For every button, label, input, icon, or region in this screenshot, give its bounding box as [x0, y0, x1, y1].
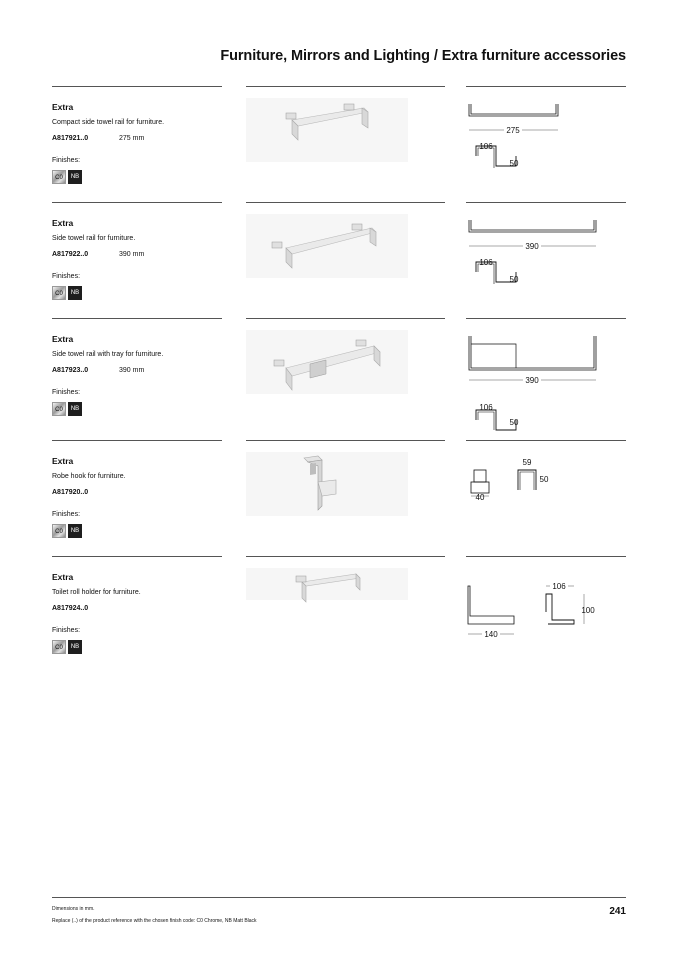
dim-width: 390	[525, 376, 539, 385]
dim-height: 50	[509, 275, 519, 284]
dim-height: 50	[539, 475, 549, 484]
footer-finish-note: Replace (..) of the product reference with the chosen finish code: C0 Chrome, NB Matt Black	[52, 918, 257, 924]
product-description: Robe hook for furniture.	[52, 473, 126, 480]
dimension-drawing	[466, 326, 626, 434]
dim-width: 140	[484, 630, 498, 639]
dim-width: 40	[475, 493, 485, 502]
page-number: 241	[609, 906, 626, 917]
product-photo	[246, 330, 408, 394]
finish-swatch-chrome: C0	[52, 286, 66, 300]
finish-swatch-matt-black: NB	[68, 286, 82, 300]
product-description: Toilet roll holder for furniture.	[52, 589, 141, 596]
product-reference: A817921..0	[52, 135, 89, 142]
finishes-label: Finishes:	[52, 627, 81, 634]
dim-depth: 106	[479, 258, 493, 267]
finish-swatch-matt-black: NB	[68, 402, 82, 416]
dim-depth: 106	[479, 403, 493, 412]
product-size: 275 mm	[119, 135, 145, 142]
dimension-drawing	[466, 564, 626, 672]
dim-height: 100	[581, 606, 595, 615]
product-reference: A817923..0	[52, 367, 89, 374]
product-name: Extra	[52, 334, 74, 344]
footer-dimensions-note: Dimensions in mm.	[52, 906, 95, 912]
dim-width: 390	[525, 242, 539, 251]
dim-depth: 106	[479, 142, 493, 151]
product-description: Side towel rail with tray for furniture.	[52, 351, 164, 358]
finish-swatch-chrome: C0	[52, 402, 66, 416]
dim-depth: 59	[522, 458, 532, 467]
product-name: Extra	[52, 572, 74, 582]
finishes-label: Finishes:	[52, 511, 81, 518]
dim-depth: 106	[552, 582, 566, 591]
product-description: Compact side towel rail for furniture.	[52, 119, 165, 126]
page-title: Furniture, Mirrors and Lighting / Extra furniture accessories	[220, 48, 626, 64]
product-photo	[246, 568, 408, 632]
dimension-drawing	[466, 448, 626, 556]
product-photo	[246, 98, 408, 162]
product-row	[0, 202, 677, 318]
dim-height: 50	[509, 159, 519, 168]
finish-swatch-chrome: C0	[52, 640, 66, 654]
dimension-drawing	[466, 210, 626, 318]
dimension-drawing	[466, 94, 626, 202]
finish-swatch-chrome: C0	[52, 170, 66, 184]
product-row	[0, 86, 677, 202]
product-reference: A817924..0	[52, 605, 89, 612]
product-photo	[246, 452, 408, 516]
product-row	[0, 318, 677, 434]
finishes-label: Finishes:	[52, 273, 81, 280]
product-row	[0, 556, 677, 672]
product-size: 390 mm	[119, 251, 145, 258]
product-name: Extra	[52, 218, 74, 228]
product-reference: A817920..0	[52, 489, 89, 496]
product-photo	[246, 214, 408, 278]
finish-swatch-matt-black: NB	[68, 524, 82, 538]
finishes-label: Finishes:	[52, 157, 81, 164]
product-size: 390 mm	[119, 367, 145, 374]
product-name: Extra	[52, 102, 74, 112]
product-description: Side towel rail for furniture.	[52, 235, 136, 242]
finish-swatch-matt-black: NB	[68, 170, 82, 184]
dim-height: 50	[509, 418, 519, 427]
product-reference: A817922..0	[52, 251, 89, 258]
dim-width: 275	[506, 126, 520, 135]
product-row	[0, 440, 677, 556]
finish-swatch-chrome: C0	[52, 524, 66, 538]
product-name: Extra	[52, 456, 74, 466]
finish-swatch-matt-black: NB	[68, 640, 82, 654]
finishes-label: Finishes:	[52, 389, 81, 396]
